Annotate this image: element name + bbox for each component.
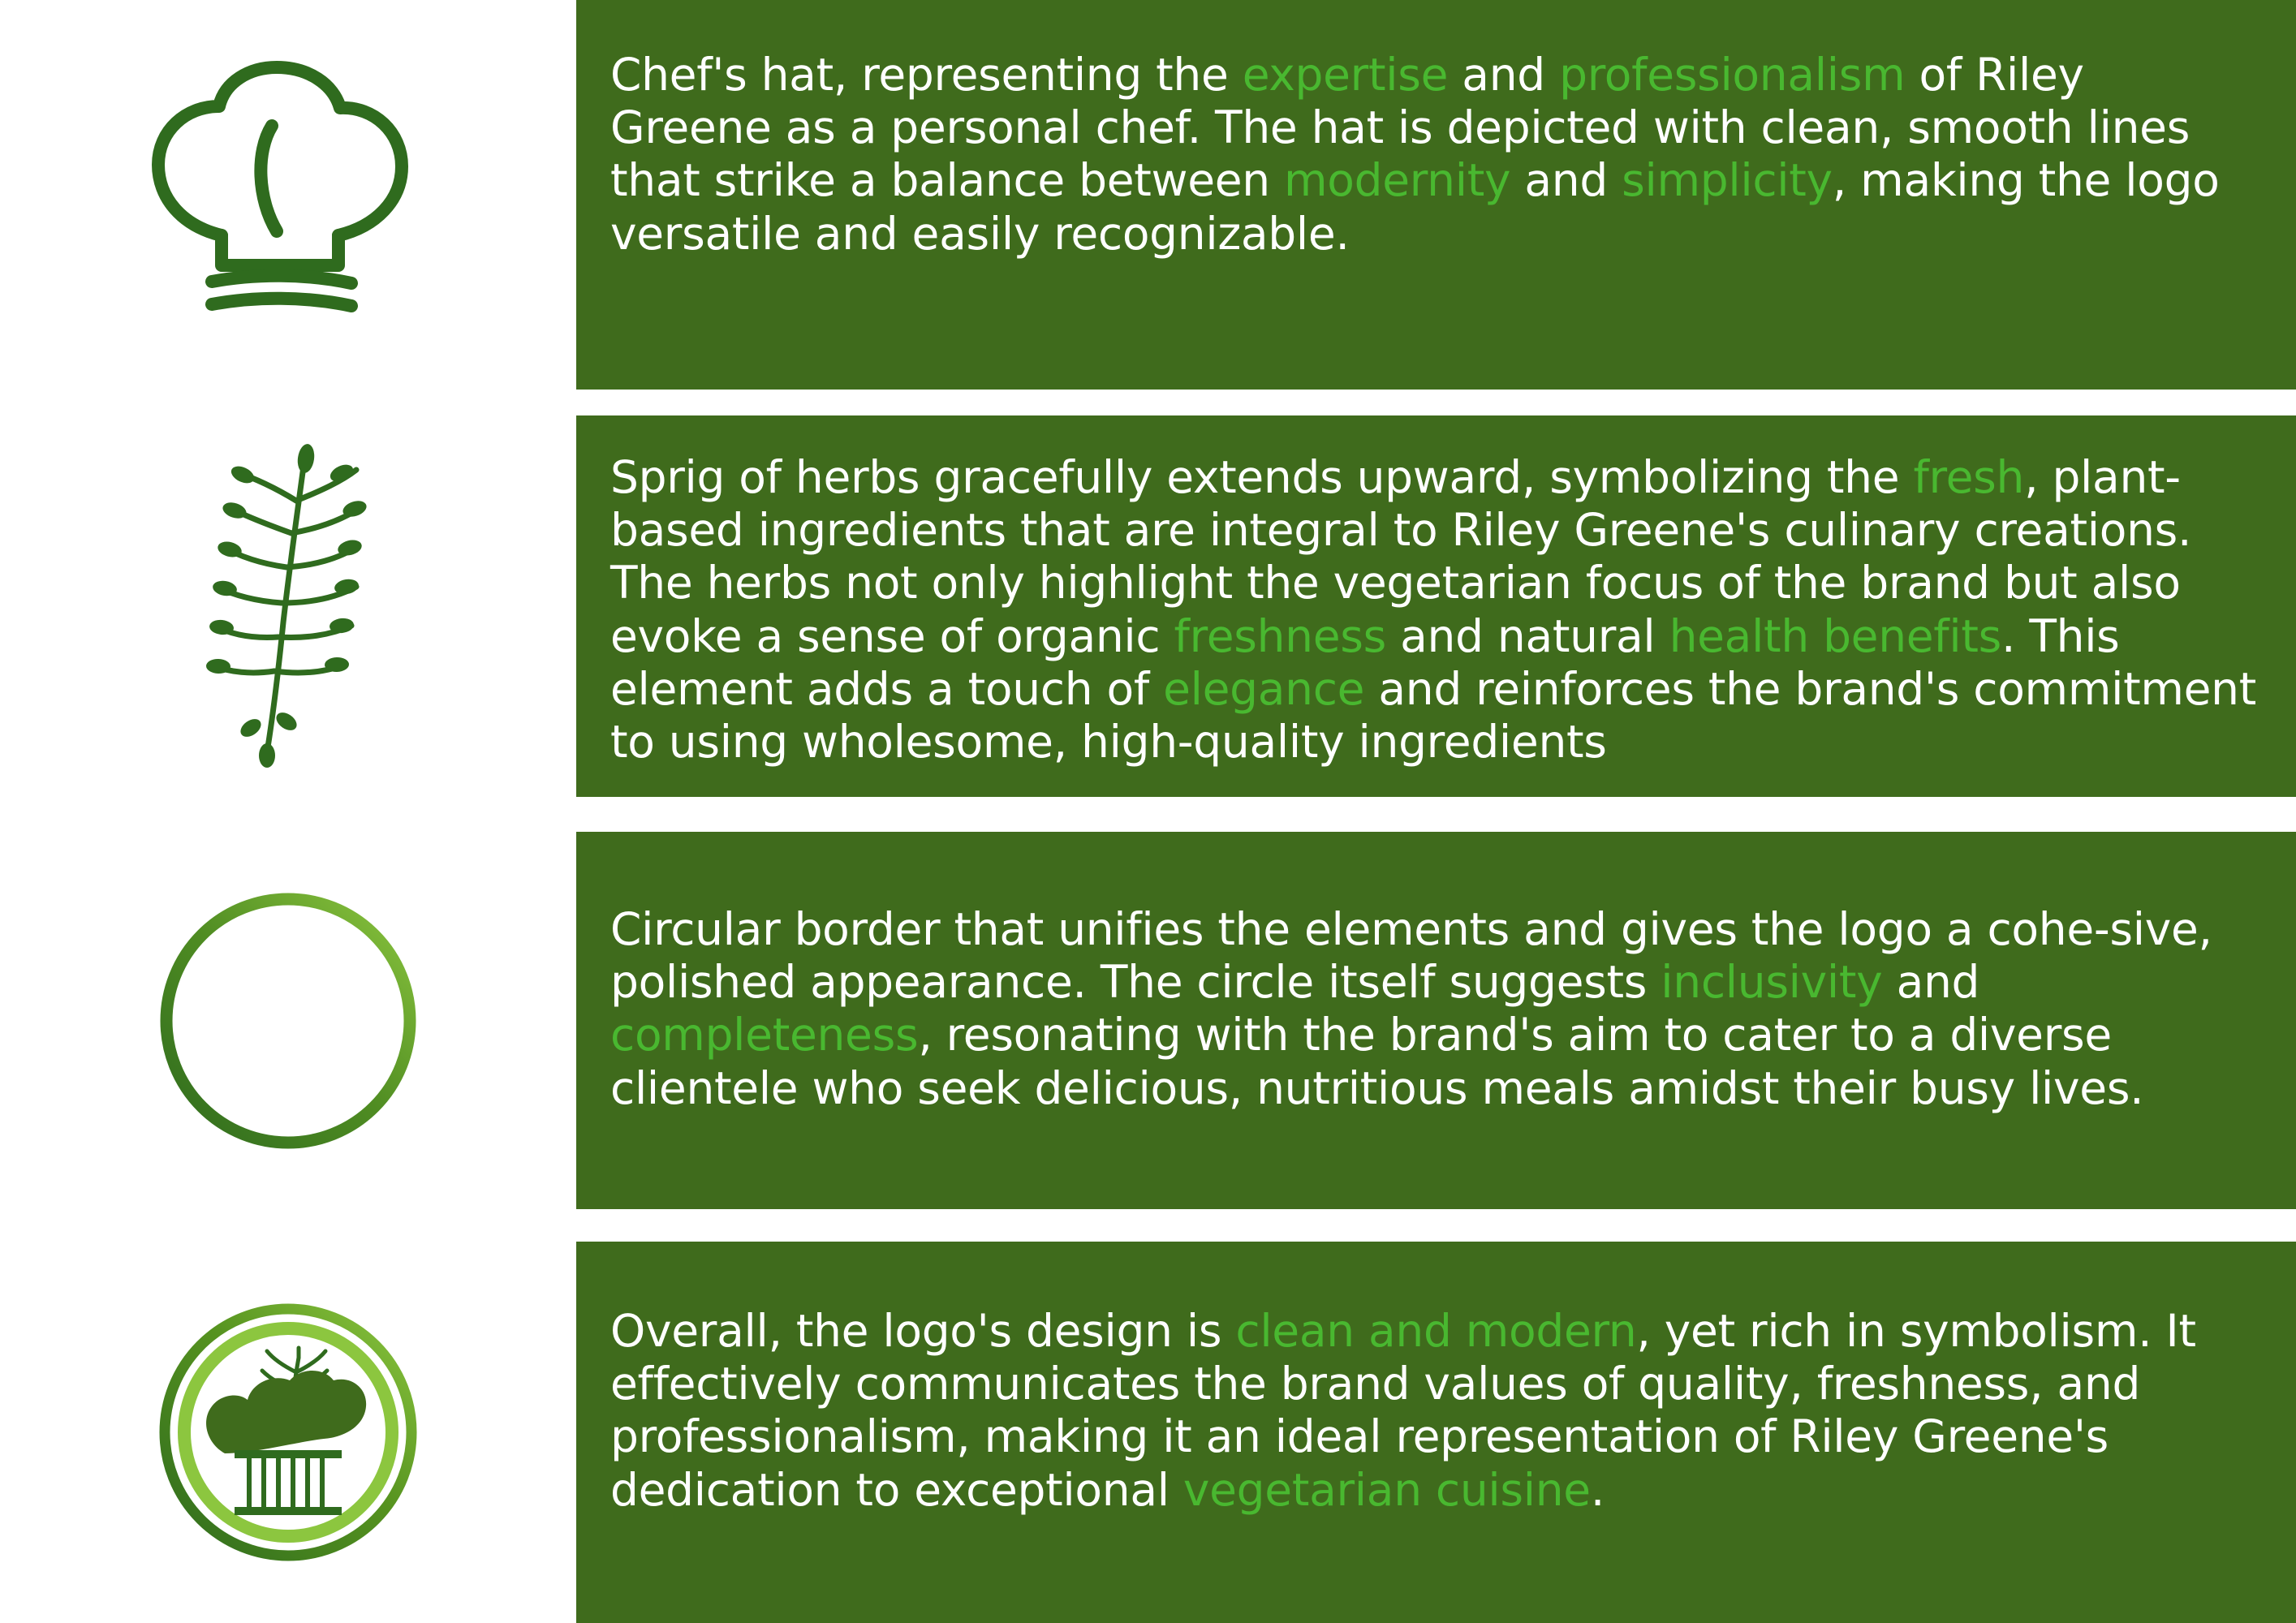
- segment: , making the logo versatile and easily recognizable.: [610, 154, 2220, 260]
- description-text: [576, 832, 2296, 1209]
- segment: . This element adds a touch of: [610, 609, 2120, 715]
- full-logo-icon: [150, 1294, 426, 1570]
- icon-cell: [0, 1242, 576, 1623]
- segment-highlight: fresh: [1913, 451, 2025, 503]
- segment-highlight: freshness: [1174, 609, 1386, 662]
- segment: Chef's hat, representing the: [610, 49, 1243, 101]
- segment: and reinforces the brand's commitment to using wholesome, high-quality ingredients: [610, 662, 2256, 768]
- segment: Sprig of herbs gracefully extends upward, symbolizing the: [610, 451, 1914, 503]
- icon-cell: [0, 0, 576, 390]
- segment: , yet rich in symbolism. It effectively communicates the brand values of quality, freshness, and professionalism, making it an ideal representation of Riley Greene's dedication to exceptional: [610, 1305, 2196, 1516]
- segment: and: [1882, 956, 1980, 1009]
- segment: , resonating with the brand's aim to cater to a diverse clientele who seek delicious, nutritious meals amidst their busy lives.: [610, 1009, 2144, 1114]
- description-row: [0, 0, 2296, 390]
- segment: Circular border that unifies the elements and gives the logo a cohe-sive, polished appearance. The circle itself suggests: [610, 903, 2212, 1009]
- segment: Overall, the logo's design is: [610, 1305, 1236, 1357]
- description-text: [576, 415, 2296, 797]
- segment: of Riley Greene as a personal chef. The hat is depicted with clean, smooth lines that strike a balance between: [610, 49, 2190, 207]
- icon-cell: [0, 832, 576, 1209]
- segment-highlight: elegance: [1163, 662, 1365, 715]
- description-row: [0, 415, 2296, 797]
- segment: and natural: [1385, 609, 1669, 662]
- segment-highlight: simplicity: [1622, 154, 1833, 207]
- segment-highlight: professionalism: [1559, 49, 1906, 101]
- segment-highlight: modernity: [1284, 154, 1511, 207]
- segment: and: [1510, 154, 1622, 207]
- segment-highlight: clean and modern: [1235, 1305, 1637, 1357]
- description-text: [576, 0, 2296, 390]
- segment-highlight: expertise: [1242, 49, 1449, 101]
- segment: , plant-based ingredients that are integral to Riley Greene's culinary creations. The herbs not only highlight the vegetarian focus of the brand but also evoke a sense of organic: [610, 451, 2192, 662]
- segment-highlight: vegetarian cuisine: [1182, 1463, 1591, 1516]
- icon-cell: [0, 415, 576, 797]
- segment-highlight: health benefits: [1669, 609, 2001, 662]
- description-row: [0, 832, 2296, 1209]
- description-text: [576, 1242, 2296, 1623]
- chef-hat-icon: [134, 61, 442, 329]
- description-row: [0, 1242, 2296, 1623]
- circle-border-icon: [154, 887, 422, 1155]
- segment: and: [1448, 49, 1560, 101]
- segment: .: [1590, 1463, 1605, 1516]
- segment-highlight: completeness: [610, 1009, 919, 1061]
- herb-sprig-icon: [183, 444, 394, 768]
- segment-highlight: inclusivity: [1661, 956, 1883, 1009]
